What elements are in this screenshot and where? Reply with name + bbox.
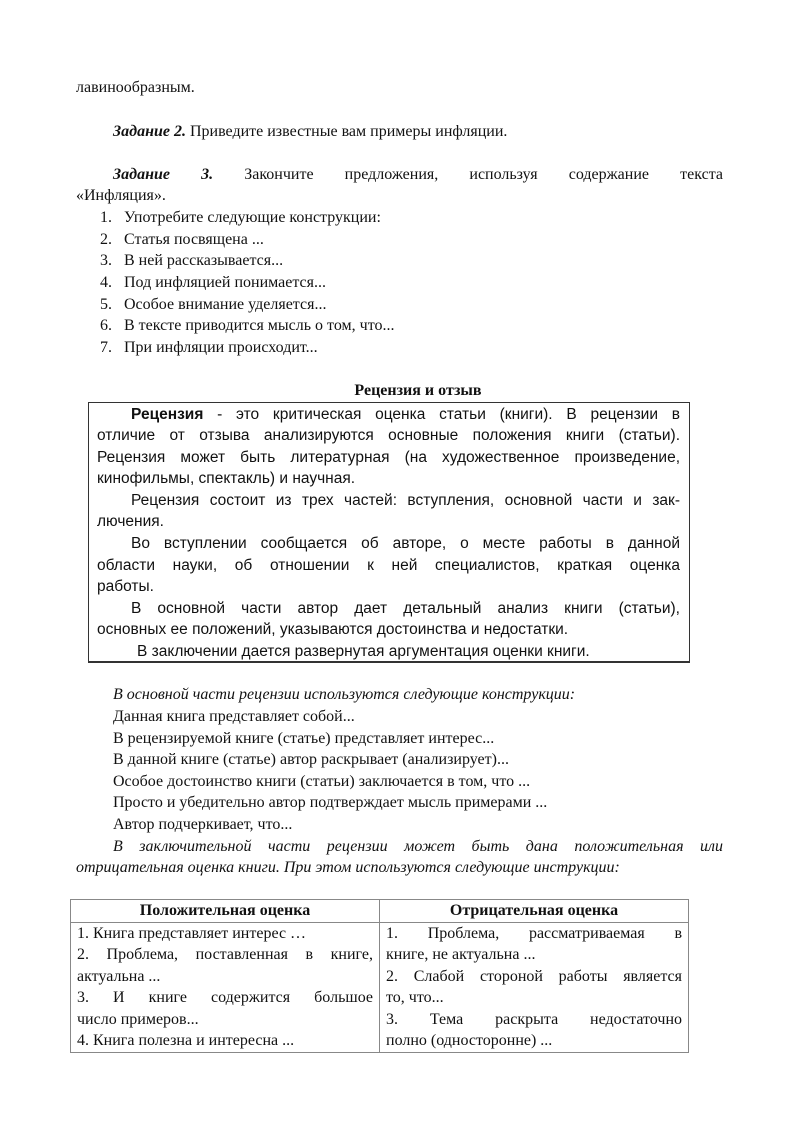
- conclusion-line-2: отрицательная оценка книги. При этом используются следующие инструкции:: [76, 859, 620, 876]
- box-line: работы.: [97, 578, 154, 595]
- construction-line: Особое достоинство книги (статьи) заключается в том, что ...: [113, 773, 531, 790]
- table-cell-line: полно (одностороннe) ...: [386, 1032, 553, 1049]
- box-line: Рецензия состоит из трех частей: вступления, основной части и зак-: [131, 492, 680, 509]
- task-2: [113, 122, 507, 142]
- column-header-negative: Отрицательная оценка: [380, 900, 689, 923]
- table-cell-line: то, что...: [386, 989, 444, 1006]
- table-cell-line: 2. Проблема, поставленная в книге,: [77, 946, 373, 963]
- list-item: 6. В тексте приводится мысль о том, что...: [100, 317, 395, 334]
- conclusion-line-1: В заключительной части рецензии может быть дана положительная или: [113, 838, 723, 855]
- task-3-label: Задание 3.: [113, 166, 214, 183]
- box-line: кинофильмы, спектакль) и научная.: [97, 470, 356, 487]
- construction-line: В данной книге (статье) автор раскрывает (анализирует)...: [113, 751, 509, 768]
- negative-cell: [380, 922, 689, 1052]
- task-3-line-1: [113, 165, 723, 185]
- box-line: основных ее положений, указываются достоинства и недостатки.: [97, 621, 569, 638]
- box-line: Рецензия может быть литературная (на художественное произведение,: [97, 449, 680, 466]
- task-3-line-2: «Инфляция».: [76, 187, 166, 204]
- task-2-label: Задание 2.: [113, 123, 186, 140]
- term-bold: Рецензия: [131, 406, 204, 423]
- table-cell-line: книге, не актуальна ...: [386, 946, 536, 963]
- list-item: 7. При инфляции происходит...: [100, 339, 318, 356]
- table-row: [71, 922, 689, 1052]
- box-line: В основной части автор дает детальный анализ книги (статьи),: [131, 600, 680, 617]
- review-definition-box: [88, 402, 690, 663]
- task-3-text: Закончите предложения, используя содержание текста: [213, 166, 723, 183]
- table-cell-line: 3. И книге содержится большое: [77, 989, 373, 1006]
- table-header-row: [71, 900, 689, 923]
- construction-line: Данная книга представляет собой...: [113, 708, 355, 725]
- constructions-intro: В основной части рецензии используются следующие конструкции:: [113, 686, 576, 703]
- column-header-positive: Положительная оценка: [71, 900, 380, 923]
- list-item: 5. Особое внимание уделяется...: [100, 296, 327, 313]
- box-line: Во вступлении сообщается об авторе, о месте работы в данной: [131, 535, 680, 552]
- list-item: 2. Статья посвящена ...: [100, 231, 264, 248]
- box-line: В заключении дается развернутая аргументация оценки книги.: [137, 643, 590, 660]
- table-cell-line: 3. Тема раскрыта недостаточно: [386, 1010, 682, 1028]
- task-2-text: Приведите известные вам примеры инфляции.: [185, 123, 508, 140]
- table-cell-line: актуальна ...: [77, 967, 161, 985]
- positive-cell: [71, 922, 380, 1052]
- list-item: 3. В ней рассказывается...: [100, 252, 284, 269]
- list-item: 4. Под инфляцией понимается...: [100, 274, 327, 291]
- box-line: лючения.: [97, 513, 164, 530]
- list-item: 1. Употребите следующие конструкции:: [100, 209, 381, 226]
- box-line: области науки, об отношении к ней специалистов, краткая оценка: [97, 557, 680, 574]
- table-cell-line: 4. Книга полезна и интересна ...: [77, 1032, 295, 1049]
- table-cell-line: 2. Слабой стороной работы является: [386, 967, 682, 985]
- construction-line: Автор подчеркивает, что...: [113, 816, 293, 833]
- table-cell-line: число примеров...: [77, 1010, 199, 1028]
- box-line: Рецензия - это критическая оценка статьи (книги). В рецензии в: [131, 406, 680, 423]
- construction-line: В рецензируемой книге (статье) представляет интерес...: [113, 730, 495, 747]
- construction-line: Просто и убедительно автор подтверждает мысль примерами ...: [113, 794, 548, 811]
- table-cell-line: 1. Книга представляет интерес …: [77, 924, 307, 942]
- evaluation-table: [70, 899, 689, 1053]
- table-cell-line: 1. Проблема, рассматриваемая в: [386, 924, 682, 942]
- section-heading: Рецензия и отзыв: [354, 382, 482, 399]
- body-text-line: лавинообразным.: [76, 79, 195, 96]
- box-line: отличие от отзыва анализируются основные положения книги (статьи).: [97, 427, 680, 444]
